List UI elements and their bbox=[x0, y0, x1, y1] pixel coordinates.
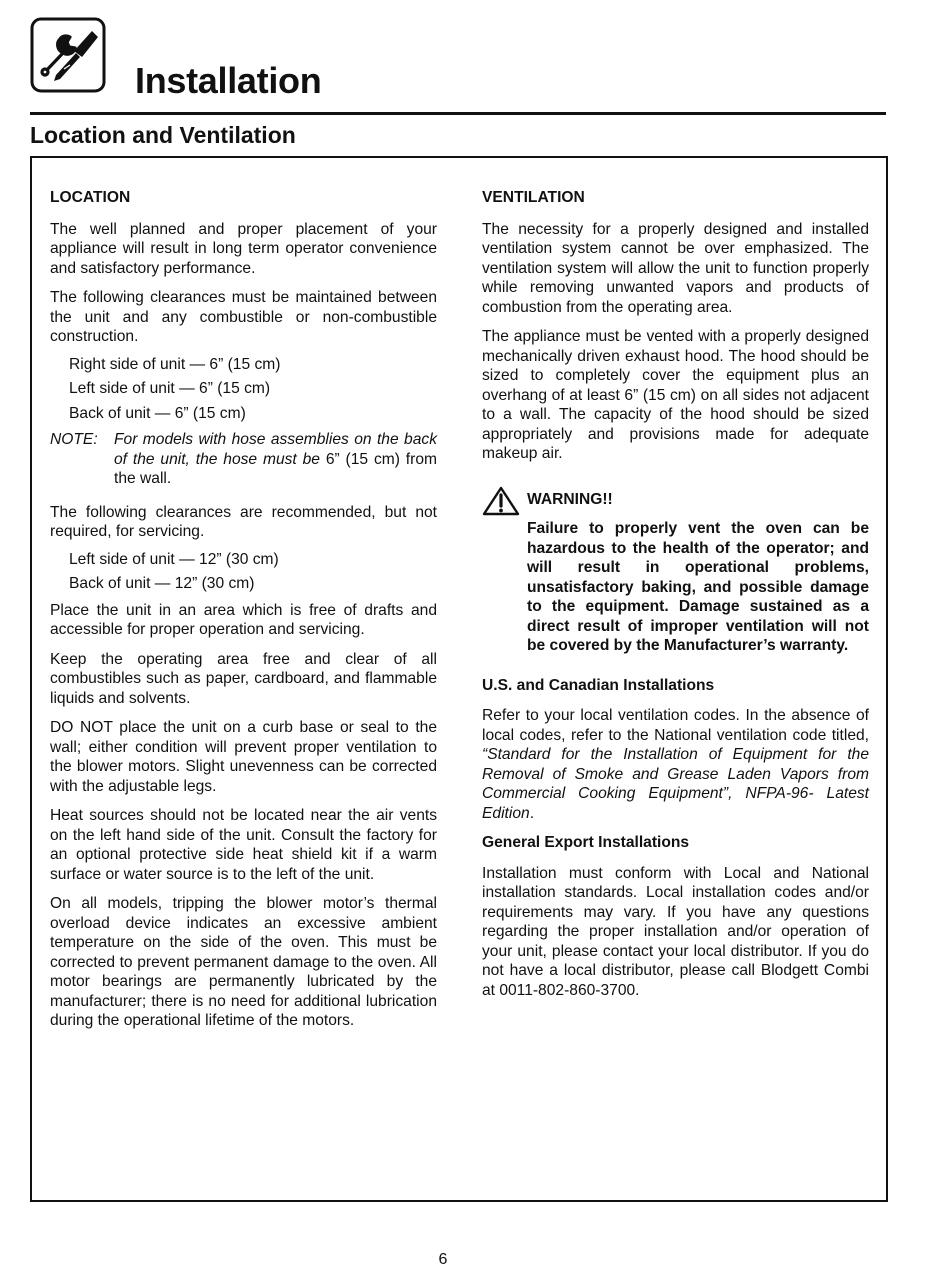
recommended-clearances-list bbox=[50, 548, 437, 597]
list-item: Back of unit — 12” (30 cm) bbox=[69, 575, 255, 592]
ventilation-heading: VENTILATION bbox=[482, 189, 585, 206]
wrench-screwdriver-icon bbox=[30, 17, 106, 93]
required-clearances-list bbox=[50, 353, 437, 427]
location-column bbox=[50, 188, 437, 1041]
ventilation-paragraph: The necessity for a properly designed and installed ventilation system cannot be over emphasized. The ventilation system will allow the unit to function properly while removing unwanted vapors and products of combustion from the operating area. bbox=[482, 220, 869, 316]
us-text: Refer to your local ventilation codes. In the absence of local codes, refer to the National ventilation code titled, bbox=[482, 707, 869, 744]
note-body bbox=[114, 430, 437, 489]
location-paragraph: The following clearances are recommended, but not required, for servicing. bbox=[50, 503, 437, 540]
warning-body: Failure to properly vent the oven can be hazardous to the health of the operator; and will result in operational problems, unsatisfactory baking, and possible damage to the equipment. Damage sustained as a direct result of improper ventilation will not be covered by the Manufacturer’s warranty. bbox=[527, 520, 869, 654]
location-paragraph: On all models, tripping the blower motor’s thermal overload device indicates an excessive ambient temperature on the side of the oven. This must be corrected to prevent permanent damage to the oven. All motor bearings are permanently lubricated by the manufacturer; there is no need for additional lubrication during the operational lifetime of the motors. bbox=[50, 895, 437, 1029]
ventilation-paragraph: The appliance must be vented with a properly designed mechanically driven exhaust hood. The hood should be sized to completely cover the equipment plus an overhang of at least 6” (15 cm) on all sides not adjacent to a wall. The capacity of the hood should be sized appropriately and provisions made for adequate makeup air. bbox=[482, 328, 869, 462]
warning-block bbox=[482, 490, 869, 666]
warning-text bbox=[527, 490, 869, 666]
location-paragraph: Keep the operating area free and clear of all combustibles such as paper, cardboard, and flammable liquids and solvents. bbox=[50, 650, 437, 707]
nfpa-standard-title: “Standard for the Installation of Equipment for the Removal of Smoke and Grease Laden Vapors from Commercial Cooking Equipment”, NFPA-96- Latest Edition bbox=[482, 746, 869, 822]
us-canadian-heading: U.S. and Canadian Installations bbox=[482, 676, 715, 694]
note-text: 6” (15 cm) from the wall. bbox=[114, 450, 437, 487]
note-label: NOTE: bbox=[50, 431, 98, 448]
hose-note bbox=[50, 430, 437, 489]
list-item: Back of unit — 6” (15 cm) bbox=[69, 404, 246, 422]
content-box bbox=[30, 156, 888, 1202]
ventilation-paragraph: Installation must conform with Local and National installation standards. Local installation codes and/or requirements may vary. If you have any questions regarding the proper installation and/or operation of your unit, please contact your local distributor. If you do not have a local distributor, please call Blodgett Combi at 0011-802-860-3700. bbox=[482, 864, 869, 999]
title-divider bbox=[30, 112, 886, 115]
list-item: Left side of unit — 6” (15 cm) bbox=[69, 380, 271, 397]
location-heading: LOCATION bbox=[50, 189, 131, 206]
location-paragraph: The following clearances must be maintained between the unit and any combustible or non-combustible construction. bbox=[50, 289, 437, 345]
page-number: 6 bbox=[438, 1251, 448, 1268]
location-paragraph: Place the unit in an area which is free of drafts and accessible for proper operation and servicing. bbox=[50, 601, 437, 638]
location-paragraph: The well planned and proper placement of your appliance will result in long term operator convenience and satisfactory performance. bbox=[50, 220, 437, 277]
list-item: Left side of unit — 12” (30 cm) bbox=[69, 550, 279, 568]
location-paragraph: DO NOT place the unit on a curb base or seal to the wall; either condition will prevent proper ventilation to the blower motors. Slight unevenness can be corrected with the adjustable legs. bbox=[50, 719, 437, 795]
list-item: Right side of unit — 6” (15 cm) bbox=[69, 355, 281, 373]
page-title: Installation bbox=[135, 60, 322, 101]
ventilation-paragraph bbox=[482, 706, 869, 823]
location-paragraph: Heat sources should not be located near the air vents on the left hand side of the unit. Consult the factory for an optional protective side heat shield kit if a warm surface or water source is to the left of the unit. bbox=[50, 807, 437, 883]
note-italic-text: For models with hose assemblies on the back of the unit, the hose must be bbox=[114, 431, 437, 468]
ventilation-column bbox=[482, 188, 869, 1010]
section-title: Location and Ventilation bbox=[30, 122, 296, 148]
warning-title: WARNING!! bbox=[527, 490, 613, 508]
warning-triangle-icon bbox=[482, 486, 520, 516]
export-heading: General Export Installations bbox=[482, 834, 690, 851]
us-text-end: . bbox=[529, 804, 535, 822]
